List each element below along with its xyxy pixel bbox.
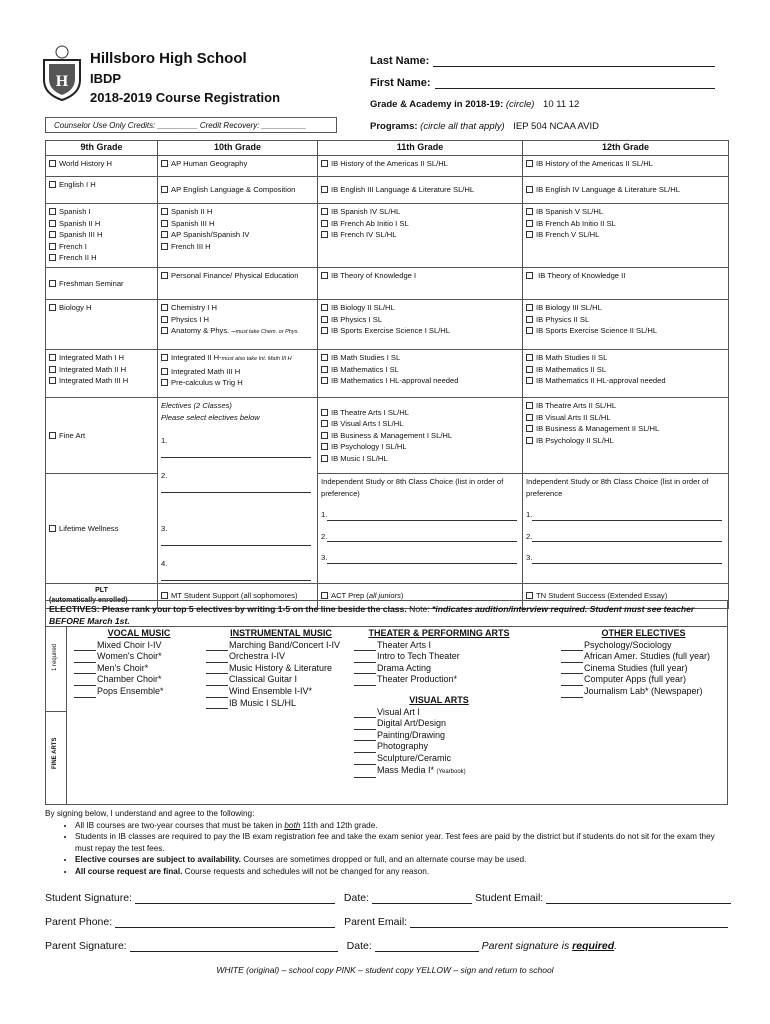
program-name: IBDP (90, 71, 122, 86)
programs-selector[interactable]: Programs: (circle all that apply) IEP 504 NCAA AVID (370, 121, 600, 132)
course-checkbox[interactable]: IB Physics II SL (526, 314, 725, 326)
course-checkbox[interactable]: IB Theatre Arts II SL/HL (526, 400, 725, 412)
indep11-choice-1[interactable]: 1. (321, 509, 519, 521)
indep11-choice-2[interactable]: 2. (321, 531, 519, 543)
elective-rank-item[interactable]: Wind Ensemble I-IV* (206, 686, 356, 698)
vocal-music-column: VOCAL MUSIC Mixed Choir I-IV Women's Choir* Men's Choir* Chamber Choir* Pops Ensemble* (74, 628, 204, 698)
parent-contact-row: Parent Phone: Parent Email: (45, 916, 728, 928)
course-checkbox[interactable]: IB Sports Exercise Science I SL/HL (321, 325, 519, 337)
parent-email-field[interactable] (410, 917, 728, 928)
course-checkbox[interactable]: English I H (49, 179, 154, 191)
course-checkbox[interactable]: Spanish II H (161, 206, 314, 218)
course-checkbox[interactable]: Chemistry I H (161, 302, 314, 314)
student-signature-row: Student Signature: Date: Student Email: (45, 892, 731, 904)
course-checkbox[interactable]: Spanish III H (161, 218, 314, 230)
elective-rank-item[interactable]: Drama Acting (354, 663, 524, 675)
course-checkbox[interactable]: Pre-calculus w Trig H (161, 377, 314, 389)
course-checkbox[interactable]: IB Mathematics I SL (321, 364, 519, 376)
counselor-box: Counselor Use Only Credits: _________ Credit Recovery: __________ (45, 117, 337, 133)
course-checkbox[interactable]: IB English III Language & Literature SL/HL (321, 184, 519, 196)
course-checkbox[interactable]: Spanish I (49, 206, 154, 218)
elective-rank-item[interactable]: Cinema Studies (full year) (561, 663, 726, 675)
course-checkbox[interactable]: Integrated Math I H (49, 352, 154, 364)
electives-title: Electives (2 Classes) (161, 401, 232, 410)
course-checkbox[interactable]: IB French IV SL/HL (321, 229, 519, 241)
course-checkbox[interactable]: AP Human Geography (161, 158, 314, 170)
other-electives-column: OTHER ELECTIVES Psychology/Sociology African Amer. Studies (full year) Cinema Studies (full year) Computer Apps (full year) Journalism Lab* (Newspaper) (561, 628, 726, 698)
col-11th: 11th Grade (318, 141, 523, 156)
agreement-item: • Elective courses are subject to availability. Courses are sometimes dropped or full, and an alternate course may be used. (75, 854, 730, 866)
parent-signature-field[interactable] (130, 941, 338, 952)
elective-rank-item[interactable]: IB Music I SL/HL (206, 698, 356, 710)
elective-rank-item[interactable]: Intro to Tech Theater (354, 651, 524, 663)
indep12-choice-2[interactable]: 2. (526, 531, 725, 543)
course-checkbox[interactable]: IB Business & Management I SL/HL (321, 430, 519, 442)
electives-subtitle: Please select electives below (161, 412, 260, 422)
course-checkbox[interactable]: IB Business & Management II SL/HL (526, 423, 725, 435)
parent-date-field[interactable] (375, 941, 479, 952)
course-checkbox[interactable]: IB History of the Americas II SL/HL (526, 158, 725, 170)
course-checkbox[interactable]: TN Student Success (Extended Essay) (526, 590, 725, 602)
course-checkbox[interactable]: AP English Language & Composition (161, 184, 314, 196)
electives-section (45, 600, 728, 805)
school-crest-icon (40, 44, 84, 102)
course-grid (45, 140, 729, 609)
elective-choice-4[interactable]: 4. (161, 558, 314, 581)
plt-label: PLT (95, 587, 108, 594)
course-checkbox[interactable]: Physics I H (161, 314, 314, 326)
elective-rank-item[interactable]: Classical Guitar I (206, 674, 356, 686)
elective-rank-item[interactable]: Marching Band/Concert I-IV (206, 640, 356, 652)
elective-rank-item[interactable]: Music History & Literature (206, 663, 356, 675)
course-checkbox[interactable]: IB Psychology II SL/HL (526, 435, 725, 447)
elective-rank-item[interactable]: Men's Choir* (74, 663, 204, 675)
course-checkbox[interactable]: IB Biology II SL/HL (321, 302, 519, 314)
agreement-item: • All course request are final. Course requests and schedules will not be changed for any reason. (75, 866, 730, 878)
course-checkbox[interactable]: Spanish II H (49, 218, 154, 230)
course-checkbox[interactable]: Fine Art (49, 430, 154, 442)
col-12th: 12th Grade (523, 141, 729, 156)
course-checkbox[interactable]: Lifetime Wellness (49, 523, 154, 535)
course-checkbox[interactable]: Integrated II H-must also take Int. Math III H (161, 352, 314, 366)
svg-text:H: H (55, 73, 69, 90)
course-checkbox[interactable]: Personal Finance/ Physical Education (161, 270, 314, 282)
elective-rank-item[interactable]: Orchestra I-IV (206, 651, 356, 663)
elective-rank-item[interactable]: Sculpture/Ceramic (354, 753, 524, 765)
elective-rank-item[interactable]: Mixed Choir I-IV (74, 640, 204, 652)
student-email-field[interactable] (546, 893, 731, 904)
visual-arts-heading: VISUAL ARTS (409, 694, 469, 705)
course-checkbox[interactable]: MT Student Support (all sophomores) (161, 590, 314, 602)
grade-selector[interactable]: Grade & Academy in 2018-19: (circle) 10 11 12 (370, 99, 580, 110)
elective-rank-item[interactable]: Visual Art I (354, 707, 524, 719)
elective-choice-3[interactable]: 3. (161, 523, 314, 546)
course-checkbox[interactable]: IB Mathematics I HL-approval needed (321, 375, 519, 387)
elective-rank-item[interactable]: Theater Production* (354, 674, 524, 686)
indep12-choice-3[interactable]: 3. (526, 552, 725, 564)
course-checkbox[interactable]: IB History of the Americas II SL/HL (321, 158, 519, 170)
course-checkbox[interactable]: IB Theatre Arts I SL/HL (321, 407, 519, 419)
student-signature-field[interactable] (135, 893, 335, 904)
elective-rank-item[interactable]: Painting/Drawing (354, 730, 524, 742)
course-checkbox[interactable]: IB Spanish V SL/HL (526, 206, 725, 218)
agreement-intro: By signing below, I understand and agree to the following: (45, 809, 255, 818)
elective-rank-item[interactable]: Computer Apps (full year) (561, 674, 726, 686)
agreement-section (45, 808, 730, 878)
elective-rank-item[interactable]: Photography (354, 741, 524, 753)
elective-rank-item[interactable]: Mass Media I* (Yearbook) (354, 765, 524, 779)
course-checkbox[interactable]: IB Spanish IV SL/HL (321, 206, 519, 218)
course-checkbox[interactable]: IB Music I SL/HL (321, 453, 519, 465)
course-checkbox[interactable]: IB Mathematics II SL (526, 364, 725, 376)
elective-rank-item[interactable]: Digital Art/Design (354, 718, 524, 730)
vocal-requirement-label: 1 required (52, 643, 58, 671)
course-checkbox[interactable]: French I (49, 241, 154, 253)
agreement-item: • Students in IB classes are required to pay the IB exam registration fee and take the exam senior year. Test fees are paid by the district but if students do not sit for the exam they must repay the test fees. (75, 831, 730, 854)
course-checkbox[interactable]: Anatomy & Phys. –must take Chem. or Phys. (161, 325, 314, 339)
elective-rank-item[interactable]: Psychology/Sociology (561, 640, 726, 652)
agreement-item: • All IB courses are two-year courses that must be taken in both 11th and 12th grade. (75, 820, 730, 832)
electives-header: ELECTIVES: Please rank your top 5 electives by writing 1-5 on the line beside the class. Note: *indicates audition/interview required. Student must see teacher BEFORE March 1st. (46, 601, 727, 627)
course-checkbox[interactable]: IB Visual Arts II SL/HL (526, 412, 725, 424)
course-checkbox[interactable]: IB Math Studies II SL (526, 352, 725, 364)
course-checkbox[interactable]: IB English IV Language & Literature SL/HL (526, 184, 725, 196)
course-checkbox[interactable]: IB French Ab Initio II SL (526, 218, 725, 230)
school-name: Hillsboro High School (90, 50, 247, 67)
elective-choice-1[interactable]: 1. (161, 435, 314, 458)
indep11-choice-3[interactable]: 3. (321, 552, 519, 564)
elective-choice-2[interactable]: 2. (161, 470, 314, 493)
course-checkbox[interactable]: ACT Prep (all juniors) (321, 590, 519, 602)
course-checkbox[interactable]: IB Theory of Knowledge I (321, 270, 519, 282)
elective-rank-item[interactable]: Chamber Choir* (74, 674, 204, 686)
indep12-choice-1[interactable]: 1. (526, 509, 725, 521)
form-title: 2018-2019 Course Registration (90, 90, 281, 105)
student-date-field[interactable] (372, 893, 472, 904)
plt-note: (automatically enrolled) (49, 597, 128, 604)
parent-phone-field[interactable] (115, 917, 335, 928)
elective-rank-item[interactable]: Pops Ensemble* (74, 686, 204, 698)
instrumental-music-column: INSTRUMENTAL MUSIC Marching Band/Concert I-IV Orchestra I-IV Music History & Literature Classical Guitar I Wind Ensemble I-IV* IB Music I SL/HL (206, 628, 356, 709)
course-checkbox[interactable]: Integrated Math III H (161, 366, 314, 378)
course-checkbox[interactable]: French III H (161, 241, 314, 253)
course-checkbox[interactable]: AP Spanish/Spanish IV (161, 229, 314, 241)
course-checkbox[interactable]: Spanish III H (49, 229, 154, 241)
course-checkbox[interactable]: IB Math Studies I SL (321, 352, 519, 364)
elective-rank-item[interactable]: Theater Arts I (354, 640, 524, 652)
last-name-field[interactable]: Last Name: (370, 55, 715, 67)
course-checkbox[interactable]: IB French Ab Initio I SL (321, 218, 519, 230)
course-checkbox[interactable]: IB French V SL/HL (526, 229, 725, 241)
first-name-field[interactable]: First Name: (370, 77, 715, 89)
course-checkbox[interactable]: IB Mathematics II HL-approval needed (526, 375, 725, 387)
theater-column: THEATER & PERFORMING ARTS Theater Arts I Intro to Tech Theater Drama Acting Theater Production* VISUAL ARTS Visual Art I Digital Art/Design Painting/Drawing Photography Sculpture/Ceramic Mass Media I* (Yearbook) (354, 628, 524, 778)
elective-rank-item[interactable]: Journalism Lab* (Newspaper) (561, 686, 726, 698)
course-checkbox[interactable]: World History H (49, 158, 154, 170)
course-checkbox[interactable]: Freshman Seminar (49, 278, 154, 290)
course-checkbox[interactable]: Biology H (49, 302, 154, 314)
course-checkbox[interactable]: IB Visual Arts I SL/HL (321, 418, 519, 430)
col-9th: 9th Grade (46, 141, 158, 156)
course-checkbox[interactable]: Integrated Math II H (49, 364, 154, 376)
course-checkbox[interactable]: IB Psychology I SL/HL (321, 441, 519, 453)
course-checkbox[interactable]: Integrated Math III H (49, 375, 154, 387)
course-checkbox[interactable]: IB Physics I SL (321, 314, 519, 326)
elective-rank-item[interactable]: African Amer. Studies (full year) (561, 651, 726, 663)
col-10th: 10th Grade (158, 141, 318, 156)
course-checkbox[interactable]: French II H (49, 252, 154, 264)
course-checkbox[interactable]: IB Sports Exercise Science II SL/HL (526, 325, 725, 337)
independent-study-label-11: Independent Study or 8th Class Choice (list in order of preference) (321, 477, 504, 498)
course-checkbox[interactable]: IB Theory of Knowledge II (526, 270, 725, 282)
independent-study-label-12: Independent Study or 8th Class Choice (list in order of preference (526, 477, 709, 498)
copy-distribution-footer: WHITE (original) – school copy PINK – student copy YELLOW – sign and return to school (216, 965, 554, 975)
fine-arts-label: FINE ARTS (52, 737, 58, 769)
parent-signature-row: Parent Signature: Date: Parent signature is required. (45, 940, 618, 952)
parent-signature-required: Parent signature is required. (481, 940, 618, 952)
course-checkbox[interactable]: IB Biology III SL/HL (526, 302, 725, 314)
elective-rank-item[interactable]: Women's Choir* (74, 651, 204, 663)
